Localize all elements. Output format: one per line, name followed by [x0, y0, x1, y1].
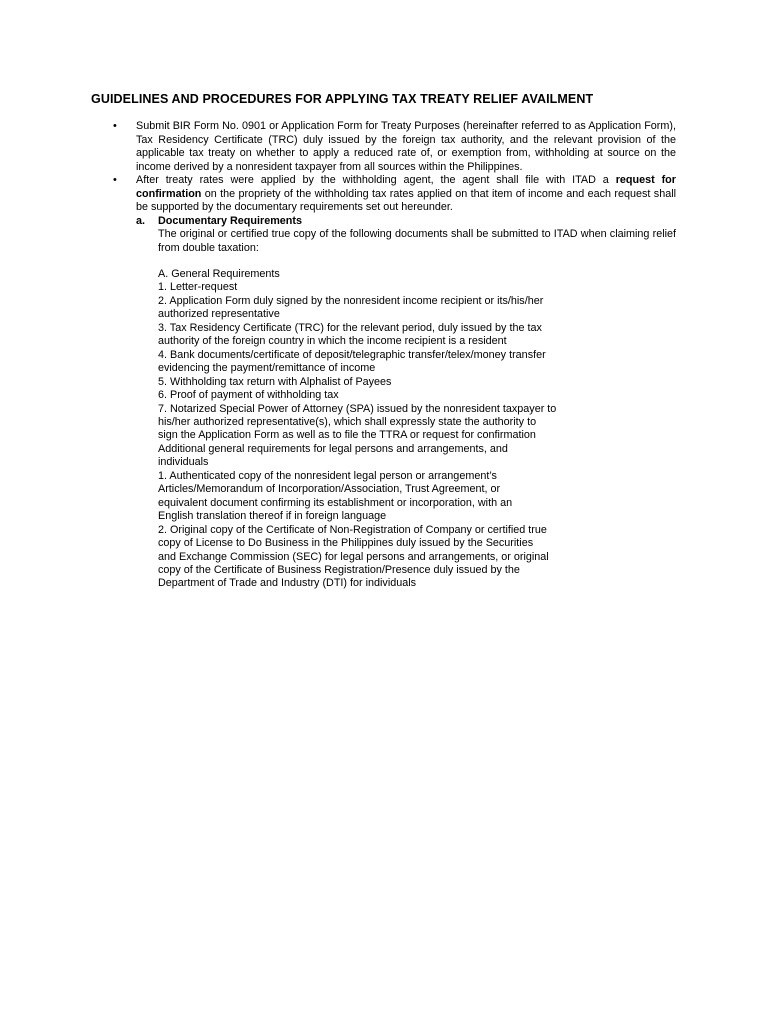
requirement-line: 1. Letter-request — [158, 281, 238, 294]
document-title: GUIDELINES AND PROCEDURES FOR APPLYING TAX TREATY RELIEF AVAILMENT — [91, 92, 594, 106]
requirement-line: authorized representative — [158, 308, 280, 321]
bullet-text-before: After treaty rates were applied by the withholding agent, the agent shall file with ITAD a — [136, 174, 616, 186]
requirement-line: evidencing the payment/remittance of income — [158, 362, 376, 375]
bullet-item-submit-form: Submit BIR Form No. 0901 or Application Form for Treaty Purposes (hereinafter referred to as Application Form), Tax Residency Certificate (TRC) duly issued by the foreign tax authority, and the relevant provision of the applicable tax treaty on whether to apply a reduced rate of, or exemption from, withholding at source on the income derived by a nonresident taxpayer from all sources within the Philippines. — [136, 120, 676, 173]
requirement-line: 1. Authenticated copy of the nonresident legal person or arrangement’s — [158, 469, 497, 482]
requirement-line: 2. Application Form duly signed by the nonresident income recipient or its/his/her — [158, 294, 544, 307]
requirement-line: 4. Bank documents/certificate of deposit/telegraphic transfer/telex/money transfer — [158, 348, 546, 361]
requirement-line: sign the Application Form as well as to file the TTRA or request for confirmation — [158, 429, 536, 442]
requirement-line: Articles/Memorandum of Incorporation/Association, Trust Agreement, or — [158, 483, 501, 496]
bullet-text-bold: request for confirmation — [136, 174, 676, 200]
requirement-line: authority of the foreign country in which the income recipient is a resident — [158, 335, 507, 348]
bullet-item-request-confirmation — [136, 174, 676, 215]
subsection-paragraph: The original or certified true copy of the following documents shall be submitted to ITAD when claiming relief from double taxation: — [158, 228, 676, 254]
bullet-marker: • — [113, 120, 117, 132]
requirement-line: Additional general requirements for legal persons and arrangements, and — [158, 442, 508, 455]
requirement-line: copy of the Certificate of Business Registration/Presence duly issued by the — [158, 563, 520, 576]
requirement-line: English translation thereof if in foreign language — [158, 510, 387, 523]
requirements-list — [158, 268, 598, 591]
requirement-line: his/her authorized representative(s), which shall expressly state the authority to — [158, 415, 537, 428]
subsection-heading: Documentary Requirements — [158, 215, 302, 227]
requirement-line: 5. Withholding tax return with Alphalist of Payees — [158, 375, 392, 388]
requirement-line: individuals — [158, 456, 209, 469]
subsection-marker: a. — [136, 215, 146, 227]
requirement-line: Department of Trade and Industry (DTI) for individuals — [158, 577, 417, 590]
requirement-line: 3. Tax Residency Certificate (TRC) for the relevant period, duly issued by the tax — [158, 321, 542, 334]
requirement-line: A. General Requirements — [158, 268, 280, 280]
requirement-line: 2. Original copy of the Certificate of Non-Registration of Company or certified true — [158, 523, 547, 536]
requirement-line: copy of License to Do Business in the Philippines duly issued by the Securities — [158, 537, 534, 550]
requirement-line: equivalent document confirming its establishment or incorporation, with an — [158, 496, 513, 509]
requirement-line: 6. Proof of payment of withholding tax — [158, 389, 339, 402]
bullet-marker: • — [113, 174, 117, 186]
requirement-line: 7. Notarized Special Power of Attorney (SPA) issued by the nonresident taxpayer to — [158, 402, 557, 415]
requirement-line: and Exchange Commission (SEC) for legal persons and arrangements, or original — [158, 550, 549, 563]
bullet-text-after: on the propriety of the withholding tax rates applied on that item of income and each request shall be supported by the documentary requirements set out hereunder. — [136, 187, 676, 213]
